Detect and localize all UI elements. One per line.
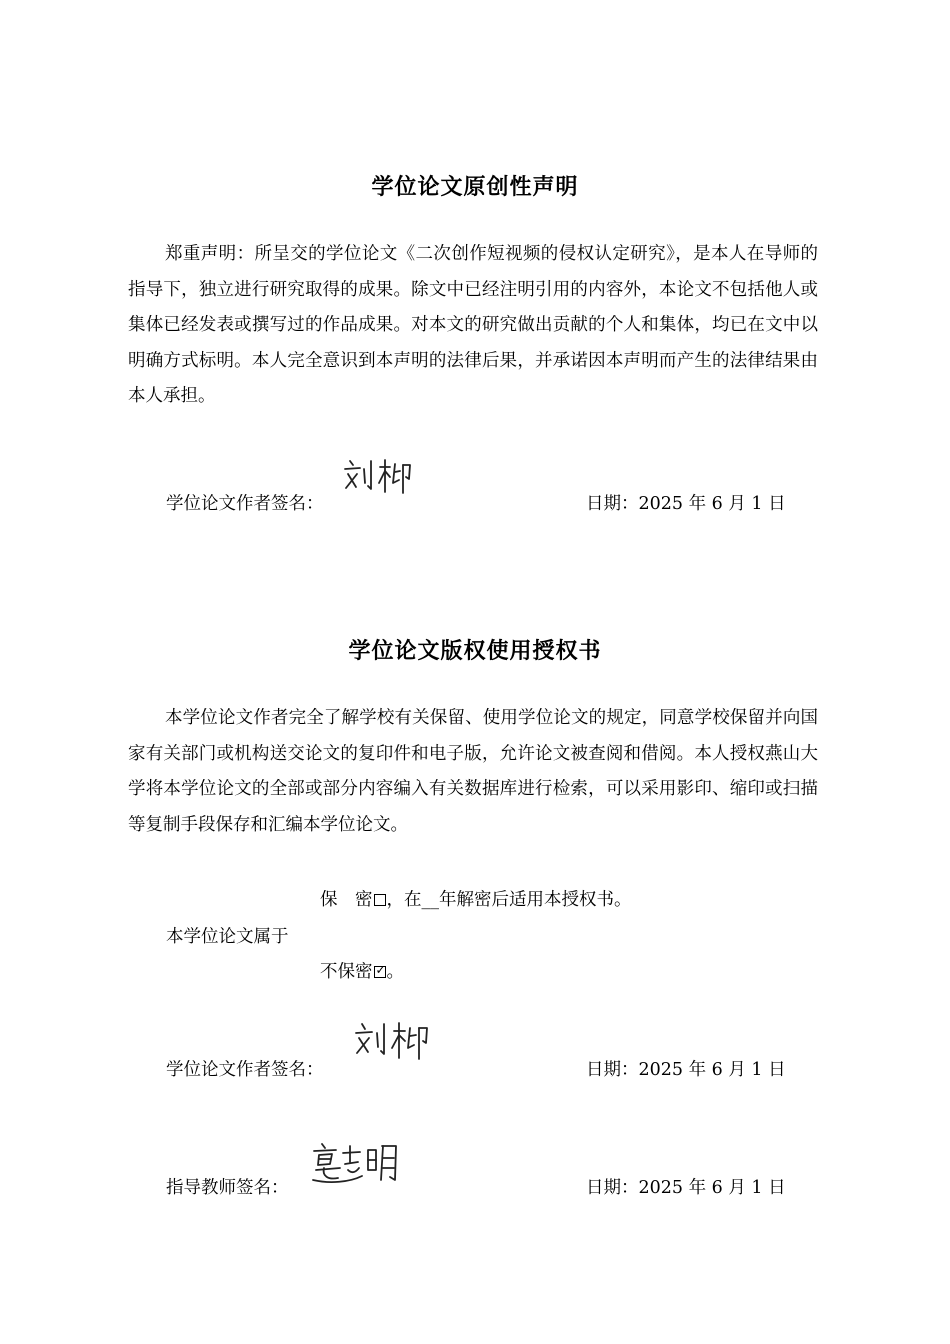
authorization-body: 本学位论文作者完全了解学校有关保留、使用学位论文的规定，同意学校保留并向国家有关部门或机构送交论文的复印件和电子版，允许论文被查阅和借阅。本人授权燕山大学将本学位论文的全部或部分内容编入有关数据库进行检索，可以采用影印、缩印或扫描等复制手段保存和汇编本学位论文。: [128, 708, 818, 835]
nonsecret-option-line: [320, 958, 404, 983]
declaration-body: 郑重声明：所呈交的学位论文《二次创作短视频的侵权认定研究》，是本人在导师的指导下，独立进行研究取得的成果。除文中已经注明引用的内容外，本论文不包括他人或集体已经发表或撰写过的作品成果。对本文的研究做出贡献的个人和集体，均已在文中以明确方式标明。本人完全意识到本声明的法律后果，并承诺因本声明而产生的法律结果由本人承担。: [128, 244, 818, 406]
check-mark-icon: ✓: [375, 963, 386, 977]
secret-checkbox[interactable]: [374, 894, 386, 906]
advisor-signature: [310, 1140, 410, 1190]
authorization-author-signature: [350, 1018, 435, 1063]
nonsecret-option-tail: 。: [386, 962, 404, 982]
declaration-title: 学位论文原创性声明: [371, 175, 579, 200]
nonsecret-option-label: 不保密: [320, 962, 373, 982]
secret-option-line: [320, 886, 632, 911]
belongs-label: 本学位论文属于: [166, 927, 289, 947]
advisor-sign-label: 指导教师签名：: [166, 1178, 289, 1198]
authorization-author-date: 日期：2025 年 6 月 1 日: [586, 1060, 786, 1080]
authorization-author-sign-label: 学位论文作者签名：: [166, 1060, 324, 1080]
authorization-title: 学位论文版权使用授权书: [348, 639, 602, 664]
advisor-date: 日期：2025 年 6 月 1 日: [586, 1178, 786, 1198]
declaration-author-sign-label: 学位论文作者签名：: [166, 494, 324, 514]
declaration-author-signature: [340, 455, 420, 497]
declaration-date: 日期：2025 年 6 月 1 日: [586, 494, 786, 514]
secret-option-label: 保 密: [320, 890, 373, 910]
nonsecret-checkbox[interactable]: [374, 963, 386, 978]
secret-option-tail: ，在__年解密后适用本授权书。: [386, 890, 632, 910]
